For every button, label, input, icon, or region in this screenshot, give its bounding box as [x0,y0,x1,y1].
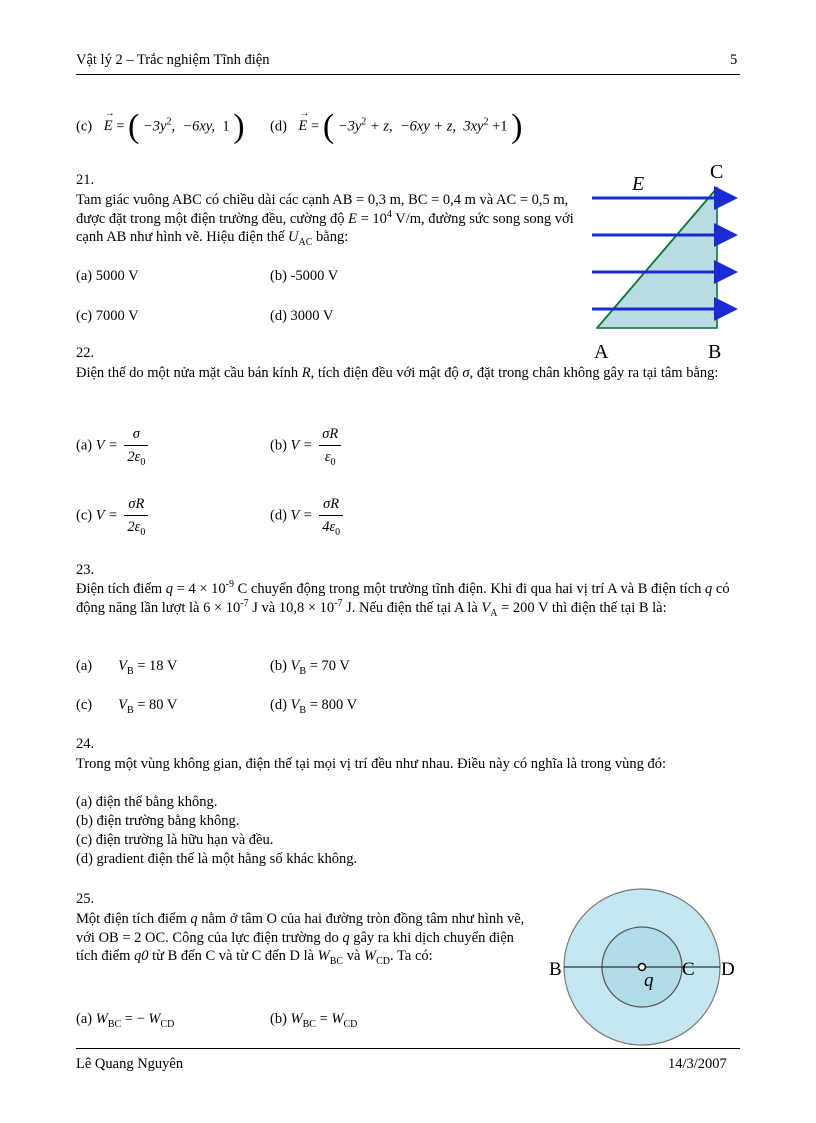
label-b: B [708,341,722,363]
q23-option-c: (c) $V_B = 80$ V [76,697,178,716]
q22-option-d: (d) V = $\frac{\sigma R}{4\varepsilon_0}$ [270,496,343,536]
label-b: B [549,959,562,980]
q22-option-a: (a) V = $\frac{\sigma}{2\varepsilon_0}$ [76,426,148,466]
q21-text: Tam giác vuông ABC có chiều dài các cạnh AB = 0,3 m, BC = 0,4 m và AC = 0,5 m, được đặt trong một điện trường đều, cường độ $E = 10^4$ V/m, đường sức song song với cạnh AB như hình vẽ. Hiệu điện thế $U_{AC}$ bằng: [76,192,574,248]
q24-option-b: (b) điện trường bằng không. [76,813,240,829]
q21-option-d: (d) 3000 V [270,308,334,324]
footer-date: 14/3/2007 [668,1056,727,1072]
label-c: C [682,959,695,980]
q24-option-d: (d) gradient điện thế là một hằng số khác không. [76,851,358,867]
q21-option-a: (a) 5000 V [76,268,139,284]
page-number: 5 [730,52,738,68]
footer-author: Lê Quang Nguyên [76,1056,184,1072]
q21-option-c: (c) 7000 V [76,308,139,324]
header-title: Vật lý 2 – Trắc nghiệm Tĩnh điện [76,52,270,68]
q20-option-d: (d) E → = ( $-3y^2 + z$, −6xy + z, $3xy^2 +1$ ) [270,108,523,145]
q23-option-d: (d) $V_B = 800$ V [270,697,358,716]
q24-option-a: (a) điện thế bằng không. [76,794,218,810]
q24-number: 24. [76,736,95,752]
q22-text: Điện thế do một nửa mặt cầu bán kính R, tích điện đều với mật độ σ, đặt trong chân không gây ra tại tâm bằng: [76,365,719,381]
q23-option-a: (a) $V_B = 18$ V [76,658,178,677]
label-c: C [710,161,724,183]
label-d: D [721,959,735,980]
q22-option-b: (b) V = $\frac{\sigma R}{\varepsilon_0}$ [270,426,341,466]
q23-number: 23. [76,562,95,578]
label-q: q [644,970,654,991]
q23-option-b: (b) $V_B = 70$ V [270,658,350,677]
q22-option-c: (c) V = $\frac{\sigma R}{2\varepsilon_0}$ [76,496,148,536]
q25-option-b: (b) $W_{BC} = W_{CD}$ [270,1011,358,1030]
q25-number: 25. [76,891,95,907]
q25-option-a: (a) $W_{BC}$ = − $W_{CD}$ [76,1011,175,1030]
q24-text: Trong một vùng không gian, điện thế tại mọi vị trí đều như nhau. Điều này có nghĩa là trong vùng đó: [76,756,667,772]
q22-number: 22. [76,345,95,361]
triangle-field-figure [580,158,745,363]
label-e: E [632,173,645,195]
q23-text: Điện tích điểm $q = 4 \times 10^{-9}$ C chuyển động trong một trường tĩnh điện. Khi đi qua hai vị trí A và B điện tích q có động năng lần lượt là $6 \times 10^{-7}$ J và $10,8 \times 10^{-7}$ J. Nếu điện thế tại A là $V_A = 200$ V thì điện thế tại B là: [76,579,730,619]
q25-text: Một điện tích điểm q nằm ở tâm O của hai đường tròn đồng tâm như hình vẽ, với OB = 2 OC. Công của lực điện trường do q gây ra khi dịch chuyển điện tích điểm q0 từ B đến C và từ C đến D là $W_{BC}$ và $W_{CD}$. Ta có: [76,911,525,967]
header-rule [76,74,740,75]
concentric-circles-figure [545,880,745,1050]
footer-rule [76,1048,740,1049]
q21-option-b: (b) -5000 V [270,268,339,284]
q24-option-c: (c) điện trường là hữu hạn và đều. [76,832,274,848]
q20-option-c: (c) E → = ( $-3y^2$, −6xy, 1 ) [76,108,245,145]
q21-number: 21. [76,172,95,188]
label-a: A [594,341,609,363]
